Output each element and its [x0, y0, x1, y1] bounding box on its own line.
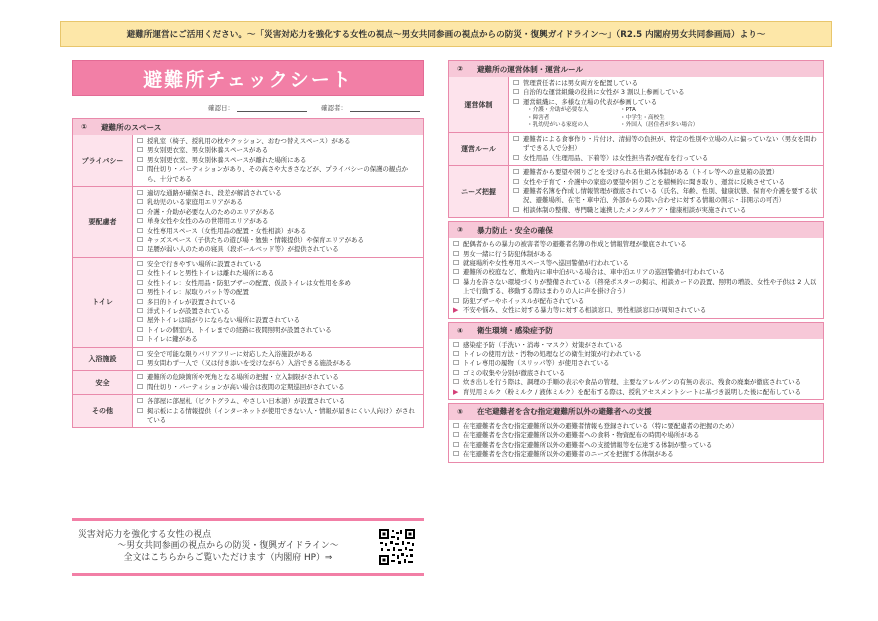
check-item[interactable]	[513, 135, 819, 154]
category-row	[449, 165, 823, 217]
checkbox-icon[interactable]: ☐	[453, 440, 460, 449]
checkbox-icon[interactable]: ☐	[137, 198, 144, 207]
check-item[interactable]	[453, 369, 819, 378]
category-row	[73, 135, 423, 186]
check-item-text: 男性トイレ：尿取りパット等の配置	[147, 288, 249, 297]
checkbox-icon[interactable]: ☐	[137, 306, 144, 315]
section-safety	[448, 221, 824, 318]
checkbox-icon[interactable]: ☐	[137, 325, 144, 334]
checkbox-icon[interactable]: ☐	[137, 146, 144, 155]
category-label: ニーズ把握	[449, 166, 509, 217]
category-row	[73, 347, 423, 371]
triangle-marker-icon: ▶	[453, 306, 459, 315]
promo-line: ～男女共同参画の視点からの防災・復興ガイドライン～	[117, 541, 339, 552]
check-item-text: 女性トイレ：女性用品・防犯ブザーの配置、仮設トイレは女性用を多め	[147, 278, 351, 287]
check-item[interactable]	[137, 208, 419, 217]
checkbox-icon[interactable]: ☐	[513, 88, 520, 97]
representative-item: ・外国人（居住者が多い場合）	[620, 122, 699, 129]
check-item-text: 屋外トイレは暗がりにならない場所に設置されている	[147, 316, 301, 325]
section-operation	[448, 60, 824, 218]
check-item-text: 避難所の校庭など、敷地内に車中泊がいる場合は、車中泊エリアの巡回警備が行われている	[463, 268, 726, 277]
left-column	[72, 60, 424, 428]
check-item[interactable]	[513, 88, 819, 97]
category-label: 安全	[73, 371, 133, 394]
section-space	[72, 118, 424, 428]
checkbox-icon[interactable]: ☐	[137, 406, 144, 415]
checkbox-icon[interactable]: ☐	[137, 373, 144, 382]
check-item[interactable]	[513, 187, 819, 206]
check-item-text: 自治的な運営組織の役員に女性が 3 割以上参画している	[523, 88, 685, 97]
check-item-text: 間仕切り・パーティションが高い場合は夜間の定期巡回がされている	[147, 382, 345, 391]
check-item[interactable]	[137, 407, 419, 426]
section-header: ③ 暴力防止・安全の確保	[449, 222, 823, 238]
category-label: 入浴施設	[73, 348, 133, 371]
promo-line: 災害対応力を強化する女性の視点	[78, 529, 212, 540]
right-column	[448, 60, 824, 463]
category-label: プライバシー	[73, 135, 133, 186]
check-item-text: 洋式トイレが設置されている	[147, 306, 230, 315]
check-item[interactable]	[137, 335, 419, 344]
check-item[interactable]	[453, 350, 819, 359]
check-item-text: トイレの個室内、トイレまでの経路に夜間照明が設置されている	[147, 325, 332, 334]
checkbox-icon[interactable]: ☐	[513, 177, 520, 186]
check-item-text: 男女別更衣室、男女別休養スペースが離れた場所にある	[147, 155, 307, 164]
check-item-text: ゴミの収集や分別が徹底されている	[463, 368, 566, 377]
check-item[interactable]	[453, 431, 819, 440]
check-item-text: 女性トイレと男性トイレは離れた場所にある	[147, 269, 275, 278]
checkbox-icon[interactable]: ☐	[453, 268, 460, 277]
check-item[interactable]	[453, 450, 819, 459]
checkbox-icon[interactable]: ☐	[137, 137, 144, 145]
check-item[interactable]	[137, 397, 419, 406]
check-item[interactable]	[513, 178, 819, 187]
check-item[interactable]	[513, 206, 819, 215]
check-item-text: 暴力を許さない環境づくりが整備されている（啓発ポスターの掲示、相談カードの設置、照明の増設、女性や子供は 2 人以上で行動する、移動する際はまわりの人に声を掛け合う）	[463, 277, 817, 296]
checkbox-icon[interactable]: ☐	[513, 153, 520, 162]
category-row	[73, 394, 423, 427]
representative-item: ・介護・介助が必要な人	[527, 107, 589, 114]
check-item[interactable]	[137, 227, 419, 236]
category-row	[449, 132, 823, 165]
check-item[interactable]	[137, 156, 419, 165]
check-item[interactable]	[137, 316, 419, 325]
checkbox-icon[interactable]: ☐	[137, 259, 144, 268]
check-item[interactable]	[513, 168, 819, 177]
check-item-text: キッズスペース（子供たちの遊び場・勉強・情報提供）や保育エリアがある	[147, 236, 364, 245]
check-item[interactable]	[453, 378, 819, 387]
check-item-text: 適切な通路が確保され、段差が解消されている	[147, 189, 282, 198]
check-item[interactable]	[513, 98, 819, 107]
check-item[interactable]	[137, 146, 419, 155]
checkbox-icon[interactable]: ☐	[137, 288, 144, 297]
checkbox-icon[interactable]: ☐	[453, 368, 460, 377]
check-item[interactable]	[137, 350, 419, 359]
check-item[interactable]	[137, 260, 419, 269]
category-row	[73, 186, 423, 257]
check-item[interactable]	[453, 278, 819, 297]
check-item[interactable]	[137, 359, 419, 368]
check-item-text: トイレの使用方法・汚物の処理などの衛生対策が行われている	[463, 349, 642, 358]
check-item-text: 女性や子育て・介護中の家庭の要望や困りごとを積極的に聞き取り、運営に反映させている	[523, 177, 786, 186]
representative-item: ・障害者	[527, 114, 550, 121]
meta-line	[72, 96, 424, 118]
date-field: 確認日：	[208, 103, 307, 112]
check-item-text: 感染症予防（手洗い・消毒・マスク）対策がされている	[463, 340, 623, 349]
check-item-text: 安全で可能な限りバリアフリーに対応した入浴施設がある	[147, 349, 313, 358]
checkbox-icon[interactable]: ☐	[453, 359, 460, 368]
check-item[interactable]	[453, 268, 819, 277]
check-item[interactable]	[453, 441, 819, 450]
check-item-text: 防犯ブザーやホイッスルが配布されている	[463, 296, 585, 305]
checkbox-icon[interactable]: ☐	[513, 168, 520, 177]
checkbox-icon[interactable]: ☐	[137, 226, 144, 235]
check-item-text: 男女別更衣室、男女別休養スペースがある	[147, 146, 269, 155]
check-item[interactable]	[137, 326, 419, 335]
checker-field: 確認者：	[321, 103, 420, 112]
check-item-text: 避難者による食事作り・片付け、清掃等の負担が、特定の性別や立場の人に偏っていない（男女を問わずできる人で分担）	[523, 135, 817, 153]
check-item-text: 避難所の危険箇所や死角となる場所の把握・立入制限がされている	[147, 373, 339, 382]
check-item-text: 各部屋に部屋札（ピクトグラム、やさしい日本語）が設置されている	[147, 397, 346, 406]
check-item[interactable]	[453, 250, 819, 259]
checkbox-icon[interactable]: ☐	[137, 155, 144, 164]
checkbox-icon[interactable]: ☐	[137, 165, 144, 174]
check-item-text: 配偶者からの暴力の被害者等の避難者名簿の作成と情報管理が徹底されている	[463, 240, 687, 249]
check-item-text: 授乳室（椅子、授乳用の枕やクッション、おむつ替えスペース）がある	[147, 137, 351, 145]
check-item-text: トイレに鍵がある	[147, 335, 198, 344]
section-home-evacuees	[448, 403, 824, 463]
checkbox-icon[interactable]: ☐	[453, 296, 460, 305]
category-label: その他	[73, 395, 133, 427]
check-item-text: 多目的トイレが設置されている	[147, 297, 237, 306]
check-item[interactable]	[513, 154, 819, 163]
check-item[interactable]	[137, 288, 419, 297]
checkbox-icon[interactable]: ☐	[513, 135, 520, 143]
check-item-text: 掲示板による情報提供（インターネットが使用できない人・情報が届きにくい人向け）がされている	[147, 406, 415, 424]
page-title: 避難所チェックシート	[72, 60, 424, 96]
representative-item: ・中学生・高校生	[620, 114, 665, 121]
checkbox-icon[interactable]: ☐	[513, 205, 520, 214]
checkbox-icon[interactable]: ☐	[137, 335, 144, 344]
check-item-text: 避難者から要望や困りごとを受けられる仕組み体制がある（トイレ等への意見箱の設置）	[523, 168, 779, 177]
check-item-text: 避難者名簿を作成し情報管理が徹底されている（氏名、年齢、性別、健康状態、保育や介護を要する状況、避難場所、在宅・車中泊、外部からの問い合わせに対する情報の開示・非開示の可否）	[523, 187, 817, 205]
checkbox-icon[interactable]: ☐	[453, 378, 460, 387]
check-item-text: 男女一緒に行う防犯体制がある	[463, 249, 553, 258]
qr-code[interactable]	[378, 528, 416, 566]
category-row	[73, 257, 423, 347]
checkbox-icon[interactable]: ☐	[137, 349, 144, 358]
section-header: ① 避難所のスペース	[73, 119, 423, 135]
checkbox-icon[interactable]: ☐	[453, 431, 460, 440]
check-item-text: 運営組織に、多様な立場の代表が参画している	[523, 97, 658, 106]
section-header: ② 避難所の運営体制・運営ルール	[449, 61, 823, 77]
checkbox-icon[interactable]: ☐	[137, 278, 144, 287]
check-item[interactable]	[137, 165, 419, 184]
check-item[interactable]	[137, 217, 419, 226]
check-item-text: 単身女性や女性のみの世帯用エリアがある	[147, 217, 269, 226]
checkbox-icon[interactable]: ☐	[137, 316, 144, 325]
check-item-text: 介護・介助が必要な人のためのエリアがある	[147, 207, 275, 216]
checkbox-icon[interactable]: ☐	[453, 421, 460, 430]
check-item-text: 女性専用スペース（女性用品の配置・女性相談）がある	[147, 226, 307, 235]
check-item-text: 相談体制の整備、専門職と連携したメンタルケア・健康相談が実施されている	[523, 205, 747, 214]
check-item[interactable]	[453, 297, 819, 306]
checkbox-icon[interactable]: ☐	[513, 79, 520, 87]
checkbox-icon[interactable]: ☐	[137, 217, 144, 226]
check-item[interactable]	[137, 298, 419, 307]
check-item[interactable]	[453, 422, 819, 431]
check-item[interactable]	[137, 245, 419, 254]
guideline-promo	[72, 518, 424, 576]
check-item-text: トイレ専用の履物（スリッパ等）が使用されている	[463, 359, 610, 368]
checkbox-icon[interactable]: ☐	[453, 349, 460, 358]
category-row	[449, 77, 823, 132]
category-label: トイレ	[73, 258, 133, 347]
check-item-text: 就寝場所や女性専用スペース等へ巡回警備が行われている	[463, 259, 629, 268]
top-banner: 避難所運営にご活用ください。～「災害対応力を強化する女性の視点～男女共同参画の視点からの防災・復興ガイドライン～」（R2.5 内閣府男女共同参画局）より～	[60, 21, 832, 47]
check-item[interactable]	[453, 240, 819, 249]
check-item[interactable]	[137, 373, 419, 382]
checkbox-icon[interactable]: ☐	[137, 397, 144, 406]
promo-link[interactable]: 全文はこちらからご覧いただけます（内閣府 HP）⇒	[123, 552, 333, 563]
section-hygiene	[448, 322, 824, 400]
checkbox-icon[interactable]: ☐	[137, 245, 144, 254]
check-item[interactable]	[453, 359, 819, 368]
check-item[interactable]	[137, 383, 419, 392]
checkbox-icon[interactable]: ☐	[513, 187, 520, 196]
section-header: ④ 衛生環境・感染症予防	[449, 323, 823, 339]
checkbox-icon[interactable]: ☐	[453, 249, 460, 258]
check-item[interactable]	[453, 341, 819, 350]
checkbox-icon[interactable]: ☐	[453, 259, 460, 268]
category-row	[73, 370, 423, 394]
representative-item: ・PTA	[620, 107, 636, 114]
section-header: ⑤ 在宅避難者を含む指定避難所以外の避難者への支援	[449, 404, 823, 420]
check-item[interactable]	[137, 198, 419, 207]
check-item[interactable]	[137, 269, 419, 278]
checkbox-icon[interactable]: ☐	[513, 97, 520, 106]
check-item-text: 育児用ミルク（粉ミルク / 液体ミルク）を配布する際は、授乳アセスメントシートに基づき説明した後に配布している	[463, 387, 802, 396]
category-label: 運営体制	[449, 77, 509, 132]
checkbox-icon[interactable]: ☐	[453, 240, 460, 249]
checkbox-icon[interactable]: ☐	[137, 297, 144, 306]
checkbox-icon[interactable]: ☐	[137, 382, 144, 391]
check-item-text: 女性用品（生理用品、下着等）は女性担当者が配布を行っている	[523, 153, 709, 162]
checkbox-icon[interactable]: ☐	[137, 236, 144, 245]
checkbox-icon[interactable]: ☐	[453, 340, 460, 349]
check-item[interactable]	[513, 79, 819, 88]
checkbox-icon[interactable]: ☐	[137, 358, 144, 367]
check-item-text: 在宅避難者を含む指定避難所以外の避難者への支援情報等を伝達する体制が整っている	[463, 440, 713, 449]
check-item[interactable]	[137, 307, 419, 316]
check-item-text: 不安や悩み、女性に対する暴力等に対する相談窓口、男性相談窓口が周知されている	[463, 306, 707, 315]
check-item-text: 在宅避難者を含む指定避難所以外の避難者への食料・物資配布の時間や場所がある	[463, 431, 700, 440]
check-item-text: 足腰が弱い人のための寝具（段ボールベッド等）が提供されている	[147, 245, 339, 254]
check-item[interactable]	[137, 137, 419, 146]
check-item-text: 間仕切り・パーティションがあり、その高さや大きさなどが、プライバシーの保護の観点から、十分である	[147, 165, 409, 183]
check-item[interactable]	[453, 388, 819, 397]
checkbox-icon[interactable]: ☐	[137, 207, 144, 216]
representative-item: ・乳幼児がいる家庭の人	[527, 122, 589, 129]
checkbox-icon[interactable]: ☐	[453, 450, 460, 459]
check-item-text: 管理責任者には男女両方を配置している	[523, 79, 639, 87]
check-item-text: 炊き出しを行う際は、調理の手順の表示や食品の管理、主要なアレルゲンの有無の表示、残食の廃棄が徹底されている	[463, 378, 802, 387]
category-label: 要配慮者	[73, 187, 133, 257]
check-item-text: 在宅避難者を含む指定避難所以外の避難者のニーズを把握する体制がある	[463, 450, 674, 459]
triangle-marker-icon: ▶	[453, 387, 459, 396]
checkbox-icon[interactable]: ☐	[137, 189, 144, 198]
check-item-text: 乳幼児のいる家庭用エリアがある	[147, 198, 243, 207]
check-item[interactable]	[453, 306, 819, 315]
category-label: 運営ルール	[449, 133, 509, 165]
representative-list	[513, 107, 713, 130]
check-item-text: 安全で行きやすい場所に設置されている	[147, 259, 263, 268]
checkbox-icon[interactable]: ☐	[137, 269, 144, 278]
checkbox-icon[interactable]: ☐	[453, 277, 460, 286]
check-item-text: 在宅避難者を含む指定避難所以外の避難者情報も登録されている（特に要配慮者の把握のため）	[463, 421, 738, 430]
check-item[interactable]	[137, 279, 419, 288]
check-item-text: 男女問わず一人で（又は付き添いを受けながら）入浴できる施設がある	[147, 358, 352, 367]
